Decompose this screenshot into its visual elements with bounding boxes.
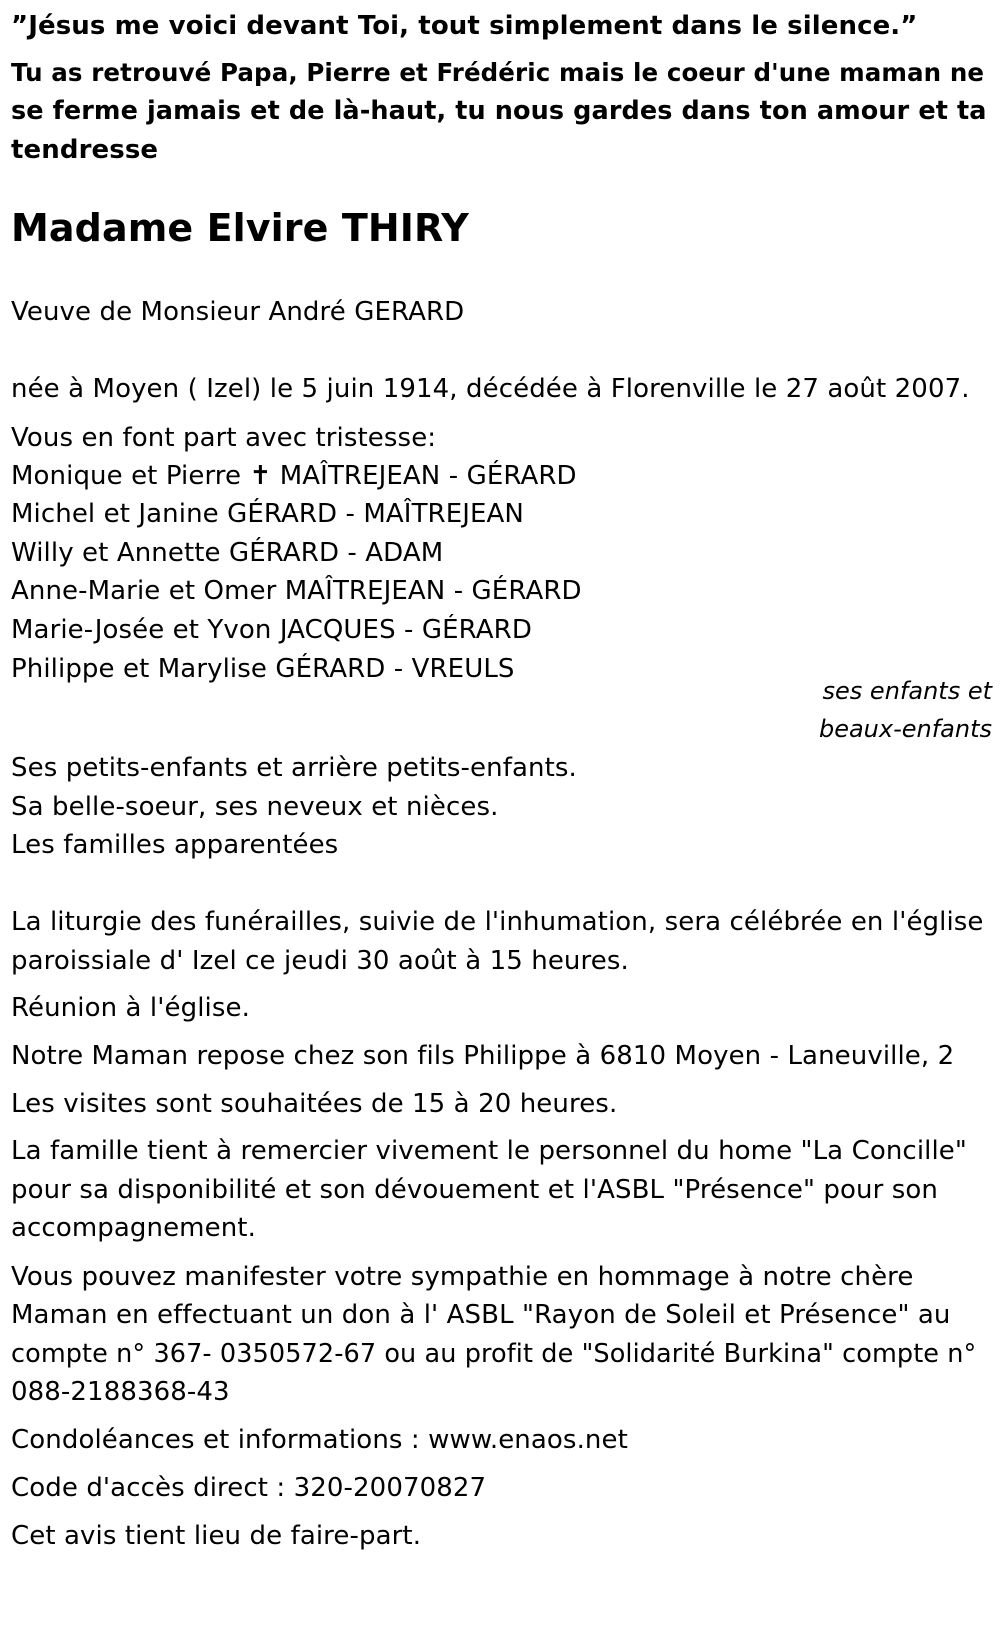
thanks-text: La famille tient à remercier vivement le personnel du home "La Concille" xyxy=(11,1136,967,1166)
children-caption: beaux-enfants xyxy=(818,715,992,743)
family-intro: Vous en font part avec tristesse: xyxy=(11,423,437,453)
epigraph-line: Tu as retrouvé Papa, Pierre et Frédéric mais le coeur d'une maman ne xyxy=(11,58,985,87)
family-member xyxy=(11,456,577,496)
family-member: Willy et Annette GÉRARD - ADAM xyxy=(11,538,444,568)
extended-family: Ses petits-enfants et arrière petits-enfants. xyxy=(11,753,577,783)
family-member: Michel et Janine GÉRARD - MAÎTREJEAN xyxy=(11,499,524,529)
family-member-surname: MAÎTREJEAN - GÉRARD xyxy=(279,461,577,491)
birth-death: née à Moyen ( Izel) le 5 juin 1914, décédée à Florenville le 27 août 2007. xyxy=(11,374,970,404)
family-member-name: Monique et Pierre xyxy=(11,461,242,491)
condolences-text: Condoléances et informations : www.enaos.net xyxy=(11,1425,628,1455)
family-member: Marie-Josée et Yvon JACQUES - GÉRARD xyxy=(11,615,532,645)
family-member: Philippe et Marylise GÉRARD - VREULS xyxy=(11,654,515,684)
access-code: Code d'accès direct : 320-20070827 xyxy=(11,1473,487,1503)
donation-text: Maman en effectuant un don à l' ASBL "Rayon de Soleil et Présence" au xyxy=(11,1300,951,1330)
epigraph-line: tendresse xyxy=(11,135,159,165)
extended-family: Sa belle-soeur, ses neveux et nièces. xyxy=(11,792,499,822)
deceased-name: Madame Elvire THIRY xyxy=(11,206,469,250)
family-member: Anne-Marie et Omer MAÎTREJEAN - GÉRARD xyxy=(11,576,582,606)
visits-text: Les visites sont souhaitées de 15 à 20 heures. xyxy=(11,1089,618,1119)
extended-family: Les familles apparentées xyxy=(11,830,339,860)
epigraph-line: se ferme jamais et de là-haut, tu nous gardes dans ton amour et ta xyxy=(11,96,987,126)
thanks-text: accompagnement. xyxy=(11,1213,256,1243)
children-caption: ses enfants et xyxy=(822,677,992,705)
notice-text: Cet avis tient lieu de faire-part. xyxy=(11,1521,422,1551)
liturgy-text: paroissiale d' Izel ce jeudi 30 août à 15 heures. xyxy=(11,946,629,976)
donation-text: 088-2188368-43 xyxy=(11,1377,230,1407)
cross-icon: ✝ xyxy=(249,461,272,491)
widow-of: Veuve de Monsieur André GERARD xyxy=(11,297,465,327)
repose-text: Notre Maman repose chez son fils Philippe à 6810 Moyen - Laneuville, 2 xyxy=(11,1041,955,1071)
epigraph-quote: ”Jésus me voici devant Toi, tout simplement dans le silence.” xyxy=(11,11,918,41)
liturgy-text: La liturgie des funérailles, suivie de l'inhumation, sera célébrée en l'église xyxy=(11,907,984,937)
thanks-text: pour sa disponibilité et son dévouement et l'ASBL "Présence" pour son xyxy=(11,1175,938,1205)
donation-text: compte n° 367- 0350572-67 ou au profit de "Solidarité Burkina" compte n° xyxy=(11,1339,977,1369)
donation-text: Vous pouvez manifester votre sympathie en hommage à notre chère xyxy=(11,1262,914,1292)
meeting-text: Réunion à l'église. xyxy=(11,993,250,1023)
